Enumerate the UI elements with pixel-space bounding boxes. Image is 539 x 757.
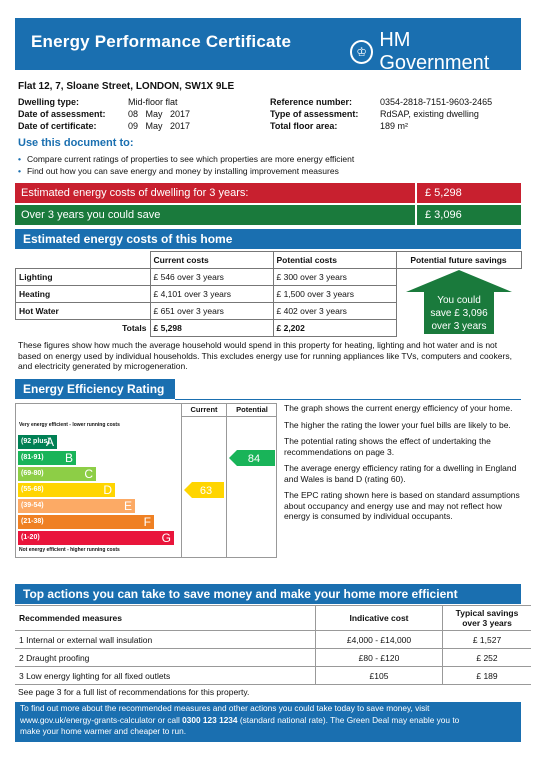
detail-value: 08 May 2017 xyxy=(128,109,191,119)
hm-government-logo xyxy=(350,29,521,75)
potential-cost: £ 1,500 over 3 years xyxy=(273,286,396,303)
crest-icon: ♔ xyxy=(350,40,373,64)
band-range: (69-80) xyxy=(21,470,44,477)
rating-band-e xyxy=(18,499,135,513)
typical-saving: £ 252 xyxy=(443,649,532,667)
current-cost: £ 546 over 3 years xyxy=(150,269,273,286)
header-cell xyxy=(16,252,151,269)
detail-row xyxy=(18,109,190,121)
property-address: Flat 12, 7, Sloane Street, LONDON, SW1X 9LE xyxy=(18,81,235,92)
detail-label: Type of assessment: xyxy=(270,109,359,119)
row-label: Hot Water xyxy=(16,303,151,320)
use-heading: Use this document to: xyxy=(18,137,134,149)
current-rating-value: 63 xyxy=(199,485,213,497)
footer-info-box xyxy=(15,702,521,742)
eer-paragraph: The higher the rating the lower your fuel bills are likely to be. xyxy=(284,419,511,430)
band-letter: A xyxy=(45,435,54,449)
band-range: (21-38) xyxy=(21,518,44,525)
table-row xyxy=(15,631,531,649)
rating-band-a xyxy=(18,435,57,449)
phone-number: 0300 123 1234 xyxy=(182,714,238,725)
measure: 1 Internal or external wall insulation xyxy=(15,631,316,649)
divider xyxy=(175,379,521,400)
band-range: (55-68) xyxy=(21,486,44,493)
total-current: £ 5,298 xyxy=(150,320,273,337)
section-title: Energy Efficiency Rating xyxy=(23,382,165,396)
eer-explanation xyxy=(284,403,520,522)
header-cell: Recommended measures xyxy=(15,606,316,631)
bar-value: £ 3,096 xyxy=(415,205,521,225)
rating-band-f xyxy=(18,515,154,529)
band-range: (81-91) xyxy=(21,454,44,461)
header-cell: Potential costs xyxy=(273,252,396,269)
details-left xyxy=(18,97,190,133)
costs-note: These figures show how much the average household would spend in this property for heating, lighting and hot water and is not based on energy used by individual households. This excludes energy use for running appliances like TVs, computers and cookers, and electricity generated by microgeneration. xyxy=(18,340,512,371)
actions-section-header xyxy=(15,584,521,604)
table-header-row xyxy=(15,606,531,631)
detail-row xyxy=(270,109,492,121)
band-range: (1-20) xyxy=(21,534,40,541)
savings-line: save £ 3,096 xyxy=(430,308,488,319)
top-efficiency-label: Very energy efficient - lower running costs xyxy=(19,422,120,428)
divider xyxy=(181,416,277,417)
rating-band-g xyxy=(18,531,174,545)
band-range: (39-54) xyxy=(21,502,44,509)
row-label: Heating xyxy=(16,286,151,303)
header-cell: Potential future savings xyxy=(396,252,521,269)
rating-band-c xyxy=(18,467,96,481)
bottom-efficiency-label: Not energy efficient - higher running costs xyxy=(19,547,120,553)
footer-text: make your home warmer and cheaper to run. xyxy=(20,726,187,736)
eer-paragraph: The potential rating shows the effect of undertaking the recommendations on page 3. xyxy=(284,436,491,457)
rating-band-b xyxy=(18,451,76,465)
typical-saving: £ 189 xyxy=(443,667,532,685)
row-label: Lighting xyxy=(16,269,151,286)
indicative-cost: £80 - £120 xyxy=(316,649,443,667)
band-letter: E xyxy=(123,499,132,513)
detail-label: Date of assessment: xyxy=(18,109,106,119)
header-cell: Typical savings over 3 years xyxy=(443,606,532,631)
section-title: Top actions you can take to save money and make your home more efficient xyxy=(23,587,458,601)
potential-cost: £ 300 over 3 years xyxy=(273,269,396,286)
measure: 3 Low energy lighting for all fixed outlets xyxy=(15,667,316,685)
eer-paragraph: The average energy efficiency rating for a dwelling in England and Wales is band D (rating 60). xyxy=(284,463,517,484)
savings-line: You could xyxy=(437,295,481,306)
current-cost: £ 4,101 over 3 years xyxy=(150,286,273,303)
typical-saving: £ 1,527 xyxy=(443,631,532,649)
potential-column-label: Potential xyxy=(236,405,268,414)
bullet-icon: • xyxy=(18,166,21,176)
totals-label: Totals xyxy=(16,320,151,337)
potential-rating-arrow xyxy=(229,450,275,466)
grants-link[interactable]: www.gov.uk/energy-grants-calculator or call xyxy=(20,714,183,725)
detail-row xyxy=(270,97,492,109)
bullet-item: • Compare current ratings of properties to see which properties are more energy efficient xyxy=(18,154,355,164)
eer-section-header xyxy=(15,379,175,399)
gov-label: HM Government xyxy=(379,29,490,74)
footer-text: To find out more about the recommended measures and other actions you could take today to save money, visit xyxy=(20,703,430,713)
epc-header xyxy=(15,18,521,74)
total-potential: £ 2,202 xyxy=(273,320,396,337)
detail-value: 0354-2818-7151-9603-2465 xyxy=(380,97,493,107)
eer-paragraph: The graph shows the current energy efficiency of your home. xyxy=(284,403,513,413)
detail-row xyxy=(18,121,190,133)
bullet-item: • Find out how you can save energy and money by installing improvement measures xyxy=(18,166,339,176)
rating-band-d xyxy=(18,483,115,497)
costs-section-header xyxy=(15,229,521,249)
eer-paragraph: The EPC rating shown here is based on standard assumptions about occupancy and energy use and may not reflect how energy is consumed by individual occupants. xyxy=(284,490,520,521)
current-column-label: Current xyxy=(190,405,218,414)
details-right xyxy=(270,97,492,133)
table-header-row xyxy=(16,252,522,269)
band-letter: G xyxy=(161,531,171,545)
footer-text: www.gov.uk/energy-grants-calculator or call 0300 123 1234 (standard national rate). The Green Deal may enable you to xyxy=(20,714,460,725)
indicative-cost: £105 xyxy=(316,667,443,685)
savings-arrow-icon xyxy=(406,270,512,334)
divider xyxy=(226,404,227,557)
bar-label: Over 3 years you could save xyxy=(21,209,161,221)
potential-cost: £ 402 over 3 years xyxy=(273,303,396,320)
see-more-note: See page 3 for a full list of recommendations for this property. xyxy=(18,687,250,697)
table-row xyxy=(15,667,531,685)
indicative-cost: £4,000 - £14,000 xyxy=(316,631,443,649)
header-cell: Current costs xyxy=(150,252,273,269)
band-letter: D xyxy=(103,483,112,497)
detail-value: 189 m² xyxy=(380,121,409,131)
detail-label: Total floor area: xyxy=(270,121,338,131)
divider xyxy=(181,404,182,557)
bullet-icon: • xyxy=(18,154,21,164)
band-letter: C xyxy=(84,467,93,481)
section-title: Estimated energy costs of this home xyxy=(23,232,233,246)
band-letter: F xyxy=(143,515,151,529)
detail-label: Date of certificate: xyxy=(18,121,97,131)
table-row xyxy=(15,649,531,667)
detail-row xyxy=(270,121,492,133)
actions-table xyxy=(15,605,531,685)
page-title: Energy Performance Certificate xyxy=(31,32,292,51)
bar-label: Estimated energy costs of dwelling for 3 years: xyxy=(21,187,249,199)
savings-bar xyxy=(15,205,521,225)
detail-row xyxy=(18,97,190,109)
header-cell: Indicative cost xyxy=(316,606,443,631)
total-cost-bar xyxy=(15,183,521,203)
detail-value: RdSAP, existing dwelling xyxy=(380,109,479,119)
detail-value: 09 May 2017 xyxy=(128,121,191,131)
potential-rating-value: 84 xyxy=(247,453,261,465)
savings-line: over 3 years xyxy=(431,321,487,332)
measure: 2 Draught proofing xyxy=(15,649,316,667)
band-letter: B xyxy=(64,451,73,465)
current-rating-arrow xyxy=(184,482,224,498)
eer-chart xyxy=(15,403,277,558)
current-cost: £ 651 over 3 years xyxy=(150,303,273,320)
detail-label: Dwelling type: xyxy=(18,97,80,107)
bar-value: £ 5,298 xyxy=(415,183,521,203)
detail-label: Reference number: xyxy=(270,97,353,107)
band-range: (92 plus) xyxy=(21,438,50,445)
detail-value: Mid-floor flat xyxy=(128,97,178,107)
